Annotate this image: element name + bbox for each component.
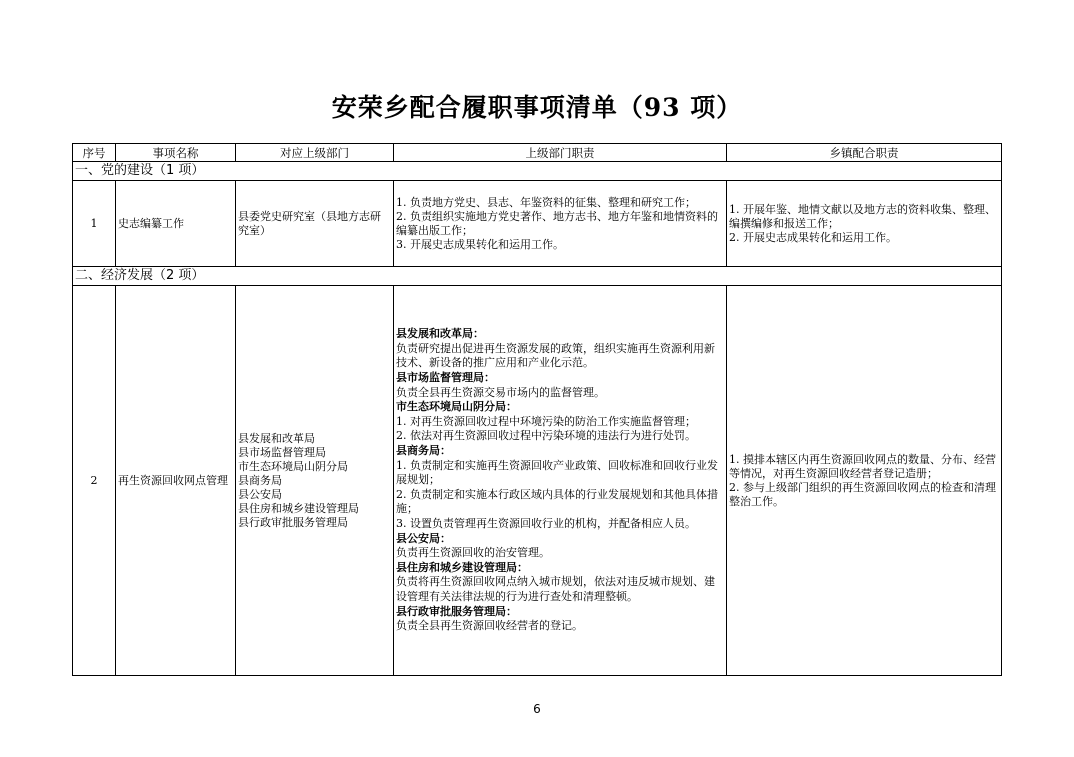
department-line: 县市场监督管理局 [238,445,326,459]
row-item-name: 史志编纂工作 [116,181,236,267]
department-line: 县行政审批服务管理局 [238,515,348,529]
duty-line: 2. 负责制定和实施本行政区域内具体的行业发展规划和其他具体措施； [396,487,718,516]
duty-line: 负责全县再生资源回收经营者的登记。 [396,619,583,633]
row-town-duties [727,181,1002,267]
row-item-name: 再生资源回收网点管理 [116,286,236,676]
town-duty-line: 2. 开展史志成果转化和运用工作。 [729,230,897,244]
duty-line: 1. 对再生资源回收过程中环境污染的防治工作实施监督管理； [396,414,696,428]
table-header-row [73,144,1002,162]
section-heading-row [73,267,1002,286]
department-line: 县住房和城乡建设管理局 [238,501,359,515]
row-town-duties [727,286,1002,676]
department-line: 县公安局 [238,487,282,501]
town-duty-line: 1. 摸排本辖区内再生资源回收网点的数量、分布、经营等情况，对再生资源回收经营者登记造册； [729,452,996,480]
duty-line: 负责全县再生资源交易市场内的监督管理。 [396,385,605,399]
row-number: 2 [73,286,116,676]
duty-line: 3. 开展史志成果转化和运用工作。 [396,237,564,251]
town-duty-line: 2. 参与上级部门组织的再生资源回收网点的检查和清理整治工作。 [729,480,996,508]
page-title: 安荣乡配合履职事项清单（93 项） [331,93,743,122]
header-town-duties: 乡镇配合职责 [727,144,1002,162]
table-row [73,286,1002,676]
duty-line: 负责研究提出促进再生资源发展的政策，组织实施再生资源利用新技术、新设备的推广应用和产业化示范。 [396,341,715,370]
town-duty-line: 1. 开展年鉴、地情文献以及地方志的资料收集、整理、编撰编修和报送工作； [729,202,996,230]
table-row [73,181,1002,267]
duty-line: 3. 设置负责管理再生资源回收行业的机构，并配备相应人员。 [396,516,696,530]
page-number: 6 [533,702,541,716]
duty-line: 2. 依法对再生资源回收过程中污染环境的违法行为进行处罚。 [396,429,696,443]
department-heading: 市生态环境局山阴分局： [396,400,517,414]
header-duties: 上级部门职责 [394,144,727,162]
row-duties [394,181,727,267]
header-no: 序号 [73,144,116,162]
row-duties [394,286,727,676]
section-heading: 二、经济发展（2 项） [73,267,1002,286]
department-line: 县商务局 [238,473,282,487]
duty-line: 1. 负责制定和实施再生资源回收产业政策、回收标准和回收行业发展规划； [396,458,718,487]
department-heading: 县住房和城乡建设管理局： [396,560,528,574]
header-department: 对应上级部门 [236,144,394,162]
row-departments [236,181,394,267]
department-heading: 县发展和改革局： [396,327,484,341]
duty-line: 1. 负责地方党史、县志、年鉴资料的征集、整理和研究工作； [396,195,696,209]
duty-table [72,143,1002,676]
department-line: 县发展和改革局 [238,431,315,445]
duty-line: 2. 负责组织实施地方党史著作、地方志书、地方年鉴和地情资料的编纂出版工作； [396,209,718,237]
section-heading-row [73,162,1002,181]
department-heading: 县公安局： [396,531,451,545]
section-heading: 一、党的建设（1 项） [73,162,1002,181]
duty-line: 负责将再生资源回收网点纳入城市规划，依法对违反城市规划、建设管理有关法律法规的行为进行查处和清理整顿。 [396,575,715,603]
department-heading: 县行政审批服务管理局： [396,604,517,618]
department-line: 市生态环境局山阴分局 [238,459,348,473]
row-number: 1 [73,181,116,267]
department-heading: 县商务局： [396,444,451,458]
department-heading: 县市场监督管理局： [396,371,495,385]
duty-line: 负责再生资源回收的治安管理。 [396,546,550,560]
department-line: 县委党史研究室（县地方志研究室） [238,209,381,237]
row-departments [236,286,394,676]
header-name: 事项名称 [116,144,236,162]
